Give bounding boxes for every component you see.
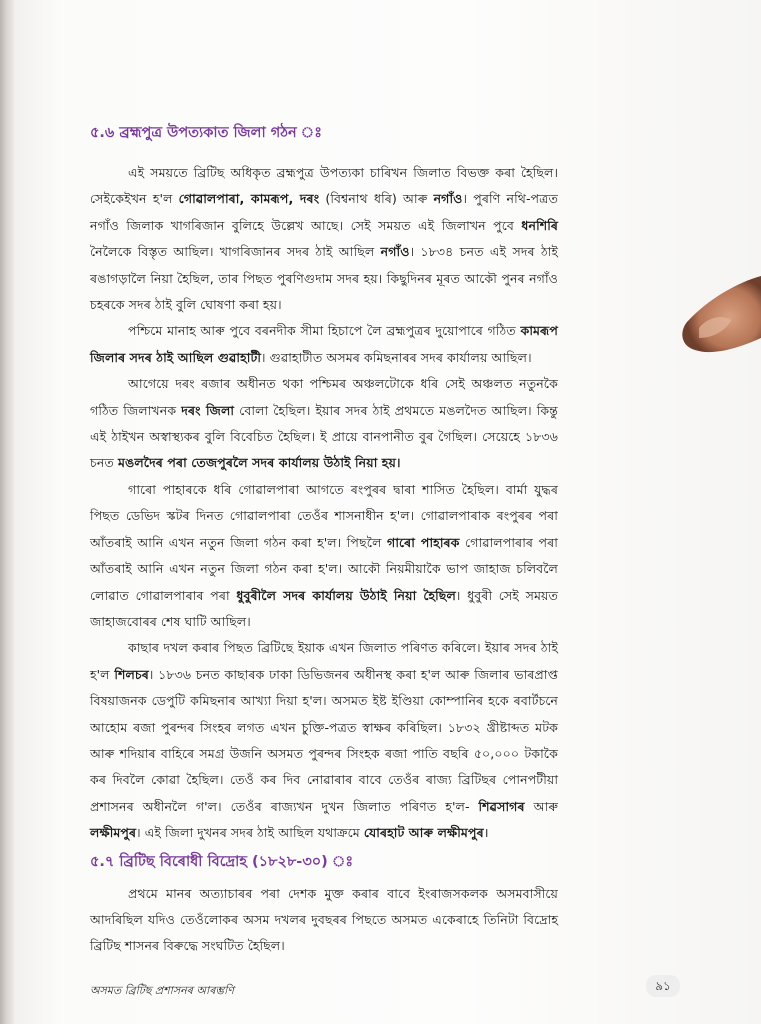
text-run: । গুৱাহাটীত অসমৰ কমিছনাৰৰ সদৰ কাৰ্যালয় আছিল। (261, 349, 532, 365)
text-run: প্ৰথমে মানৰ অত্যাচাৰৰ পৰা দেশক মুক্ত কৰাৰ বাবে ইংৰাজসকলক অসমবাসীয়ে আদৰিছিল যদিও তেওঁলোকৰ অসম দখলৰ দুবছৰৰ পিছতে অসমত একেৰাহে তিনিটা বিদ্ৰোহ ব্ৰিটিছ শাসনৰ বিৰুদ্ধে সংঘটিত হৈছিল। (90, 885, 558, 954)
text-run: কাছাৰ দখল কৰাৰ পিছত ব্ৰিটিছে ইয়াক এখন জিলাত পৰিণত কৰিলে। ইয়াৰ সদৰ ঠাই হ'ল (90, 640, 558, 682)
bold-text-run: মঙলদৈৰ পৰা তেজপুৰলৈ সদৰ কাৰ্যালয় উঠাই নিয়া হয়। (117, 455, 401, 471)
text-run: আৰু (524, 798, 558, 814)
text-run: আগেয়ে দৰং ৰজাৰ অধীনত থকা পশ্চিমৰ অঞ্চলটোকে ধৰি সেই অঞ্চলত নতুনকৈ গঠিত জিলাখনক (90, 376, 558, 418)
book-page (14, 0, 761, 1024)
bold-text-run: গাৰো পাহাৰক (387, 534, 460, 550)
bold-text-run: নগাঁও (380, 244, 410, 260)
paragraph (90, 881, 558, 960)
footer-chapter-title: অসমত ব্ৰিটিছ প্ৰশাসনৰ আৰম্ভণি (90, 984, 234, 997)
paragraph (90, 318, 558, 371)
bold-text-run: নগাঁও (433, 191, 463, 207)
text-run: পশ্চিমে মানাহ আৰু পুবে বৰনদীক সীমা হিচাপে লৈ ব্ৰহ্মপুত্ৰৰ দুয়োপাৰে গঠিত (128, 323, 521, 339)
page-number: ৯১ (646, 975, 680, 997)
text-run: গোৱালপাৰাৰ পৰা আঁতৰাই আনি এখন নতুন জিলা গঠন কৰা হ'ল। আকৌ নিয়মীয়াকৈ ভাপ জাহাজ চলিবলৈ লোৱাত গোৱালপাৰাৰ পৰা (90, 534, 558, 603)
section-heading-5-6: ৫.৬ ব্ৰহ্মপুত্ৰ উপত্যকাত জিলা গঠন ঃ (90, 125, 322, 141)
text-run: । এই জিলা দুখনৰ সদৰ ঠাই আছিল যথাক্ৰমে (136, 825, 364, 841)
text-run: । (483, 825, 489, 841)
thumb-photo-artifact (669, 268, 761, 360)
bold-text-run: দৰং জিলা (181, 402, 235, 418)
paragraph (90, 371, 558, 477)
bold-text-run: গোৱালপাৰা, কামৰূপ, দৰং (178, 191, 320, 207)
section-5-6-body (90, 160, 558, 847)
text-run: । ১৮৩৬ চনত কাছাৰক ঢাকা ডিভিজনৰ অধীনস্থ কৰা হ'ল আৰু জিলাৰ ভাৰপ্ৰাপ্ত বিষয়াজনক ডেপুটি কমিছনাৰ আখ্যা দিয়া হ'ল। অসমত ইষ্ট ইণ্ডিয়া কোম্পানিৰ হকে ৰবাৰ্টচনে আহোম ৰজা পুৰন্দৰ সিংহৰ লগত এখন চুক্তি-পত্ৰত স্বাক্ষৰ কৰিছিল। ১৮৩২ খ্ৰীষ্টাব্দত মটক আৰু শদিয়াৰ বাহিৰে সমগ্ৰ উজনি অসমত পুৰন্দৰ সিংহক ৰজা পাতি বছৰি ৫০,০০০ টকাকৈ কৰ দিবলৈ কোৱা হৈছিল। তেওঁ কৰ দিব নোৱাৰাৰ বাবে তেওঁৰ ৰাজ্য ব্ৰিটিছৰ পোনপটীয়া প্ৰশাসনৰ অধীনলৈ গ'ল। তেওঁৰ ৰাজ্যখন দুখন জিলাত পৰিণত হ'ল- (90, 666, 559, 814)
page-content (90, 122, 558, 960)
text-run: (বিশ্বনাথ ধৰি) আৰু (319, 191, 434, 207)
bold-text-run: লক্ষীমপুৰ (90, 825, 137, 841)
text-run: । পুৰণি নথি-পত্ৰত নগাঁও জিলাক খাগৰিজান বুলিহে উল্লেখ আছে। সেই সময়ত এই জিলাখন পুবে (90, 191, 559, 233)
text-run: । ধুবুৰী সেই সময়ত জাহাজবোৰৰ শেষ ঘাটি আছিল। (90, 587, 558, 629)
text-run: বোলা হৈছিল। ইয়াৰ সদৰ ঠাই প্ৰথমতে মঙলদৈত আছিল। কিন্তু এই ঠাইখন অস্বাস্থ্যকৰ বুলি বিবেচিত হৈছিল। ই প্ৰায়ে বানপানীত বুৰ গৈছিল। সেয়েহে ১৮৩৬ চনত (90, 402, 558, 471)
section-heading-5-7: ৫.৭ ব্ৰিটিছ বিৰোধী বিদ্ৰোহ (১৮২৮-৩০) ঃ (90, 853, 354, 870)
paragraph (90, 160, 558, 318)
paragraph (90, 635, 558, 846)
bold-text-run: ধনশিৰি (521, 217, 558, 233)
bold-text-run: যোৰহাট আৰু লক্ষীমপুৰ (363, 825, 484, 841)
paragraph (90, 477, 558, 635)
text-run: গাৰো পাহাৰকে ধৰি গোৱালপাৰা আগতে ৰংপুৰৰ দ্বাৰা শাসিত হৈছিল। বাৰ্মা যুদ্ধৰ পিছত ডেভিদ স্কটৰ দিনত গোৱালপাৰা তেওঁৰ শাসনাধীন হ'ল। গোৱালপাৰাক ৰংপুৰৰ পৰা আঁতৰাই আনি এখন নতুন জিলা গঠন কৰা হ'ল। পিছলৈ (90, 481, 558, 550)
text-run: নৈলৈকে বিস্তৃত আছিল। খাগৰিজানৰ সদৰ ঠাই আছিল (90, 244, 381, 260)
section-5-7-body (90, 881, 558, 960)
page-spine-edge (0, 0, 14, 1024)
bold-text-run: শিৱসাগৰ (478, 798, 525, 814)
bold-text-run: শিলচৰ (114, 666, 149, 682)
text-run: । ১৮৩৪ চনত এই সদৰ ঠাই ৰঙাগড়ালৈ নিয়া হৈছিল, তাৰ পিছত পুৰণিগুদাম সদৰ হয়। কিছুদিনৰ মূৰত আকৌ পুনৰ নগাঁও চহৰকে সদৰ ঠাই বুলি ঘোষণা কৰা হয়। (90, 244, 558, 313)
bold-text-run: কামৰূপ জিলাৰ সদৰ ঠাই আছিল গুৱাহাটী (90, 323, 558, 365)
bold-text-run: ধুবুৰীলৈ সদৰ কাৰ্যালয় উঠাই নিয়া হৈছিল (236, 587, 456, 603)
text-run: এই সময়তে ব্ৰিটিছ অধিকৃত ব্ৰহ্মপুত্ৰ উপত্যকা চাৰিখন জিলাত বিভক্ত কৰা হৈছিল। সেইকেইখন হ'ল (90, 165, 558, 207)
